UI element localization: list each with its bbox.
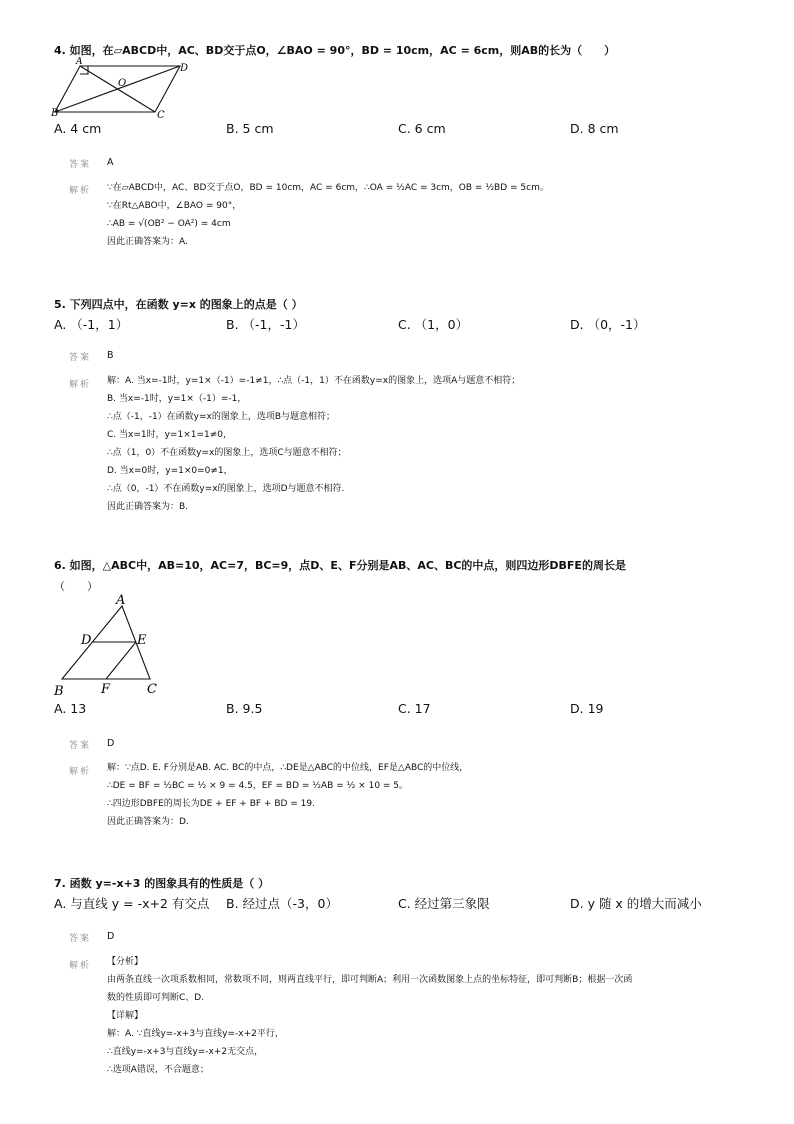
- q7-option-a[interactable]: A. 与直线 y = -x+2 有交点: [54, 896, 210, 911]
- q6-title-cont: （ ）: [54, 580, 98, 593]
- q4-parallelogram-figure: [50, 56, 200, 120]
- q4-label-d: D: [180, 63, 189, 74]
- q7-option-d[interactable]: D. y 随 x 的增大而减小: [570, 896, 702, 911]
- solution-line: 解：∵点D. E. F分别是AB. AC. BC的中点，∴DE是△ABC的中位线，EF是△ABC的中位线，: [107, 763, 469, 773]
- solution-line: ∴DE = BF = ½BC = ½ × 9 = 4.5，EF = BD = ½AB = ½ × 10 = 5。: [107, 781, 409, 791]
- q4-option-c[interactable]: C. 6 cm: [398, 121, 446, 136]
- q5-option-a[interactable]: A. （-1，1）: [54, 317, 129, 332]
- q5-answer: B: [107, 350, 114, 361]
- q4-option-b[interactable]: B. 5 cm: [226, 121, 274, 136]
- q5-option-c[interactable]: C. （1，0）: [398, 317, 469, 332]
- q6-triangle-figure: [50, 592, 170, 700]
- solution-line: ∴点（-1，-1）在函数y=x的图象上，选项B与题意相符；: [107, 412, 336, 422]
- q4-option-a[interactable]: A. 4 cm: [54, 121, 102, 136]
- q6-option-b[interactable]: B. 9.5: [226, 701, 263, 716]
- q5-analysis-label: 解析: [69, 380, 92, 390]
- solution-line: ∴点（1，0）不在函数y=x的图象上，选项C与题意不相符；: [107, 448, 347, 458]
- solution-line: ∴四边形DBFE的周长为DE + EF + BF + BD = 19.: [107, 799, 315, 809]
- solution-line: ∴点（0，-1）不在函数y=x的图象上，选项D与题意不相符.: [107, 484, 345, 494]
- q4-answer-label: 答案: [69, 160, 92, 170]
- q7-answer: D: [107, 931, 115, 942]
- q6-option-d[interactable]: D. 19: [570, 701, 604, 716]
- q6-title: 6. 如图，△ABC中，AB=10，AC=7，BC=9，点D、E、F分别是AB、AC、BC的中点，则四边形DBFE的周长是: [54, 559, 626, 572]
- solution-line: ∴选项A错误，不合题意；: [107, 1065, 209, 1075]
- q4-title: 4. 如图，在▱ABCD中，AC、BD交于点O，∠BAO = 90°，BD = 10cm，AC = 6cm，则AB的长为（ ）: [54, 44, 616, 57]
- q6-label-d: D: [81, 633, 92, 648]
- q4-solution: [107, 179, 549, 251]
- q5-option-b[interactable]: B. （-1，-1）: [226, 317, 305, 332]
- q4-label-b: B: [51, 108, 59, 119]
- solution-line: 解：A. 当x=-1时，y=1×（-1）=-1≠1，∴点（-1，1）不在函数y=x的图象上，选项A与题意不相符；: [107, 376, 521, 386]
- q6-answer: D: [107, 738, 115, 749]
- q4-label-o: O: [118, 78, 127, 89]
- solution-line: ∵在▱ABCD中，AC、BD交于点O，BD = 10cm，AC = 6cm，∴OA = ½AC = 3cm，OB = ½BD = 5cm。: [107, 183, 549, 193]
- q7-option-c[interactable]: C. 经过第三象限: [398, 896, 490, 911]
- solution-line: 【详解】: [107, 1011, 144, 1021]
- q6-label-c: C: [147, 682, 157, 697]
- q6-analysis-label: 解析: [69, 767, 92, 777]
- solution-line: D. 当x=0时，y=1×0=0≠1，: [107, 466, 233, 476]
- q5-title: 5. 下列四点中，在函数 y=x 的图象上的点是（ ）: [54, 298, 303, 311]
- q5-solution: [107, 372, 520, 516]
- solution-line: 由两条直线一次项系数相同，常数项不同，则两直线平行，即可判断A；利用一次函数图象上点的坐标特征，即可判断B；根据一次函: [107, 975, 633, 985]
- solution-line: 因此正确答案为：B.: [107, 502, 189, 512]
- q6-label-b: B: [54, 684, 64, 699]
- q7-solution: [107, 953, 747, 1079]
- solution-line: 因此正确答案为：D.: [107, 817, 189, 827]
- solution-line: B. 当x=-1时，y=1×（-1）=-1，: [107, 394, 247, 404]
- q5-answer-label: 答案: [69, 353, 92, 363]
- q4-option-d[interactable]: D. 8 cm: [570, 121, 619, 136]
- solution-line: C. 当x=1时，y=1×1=1≠0，: [107, 430, 232, 440]
- q6-answer-label: 答案: [69, 741, 92, 751]
- q4-label-c: C: [157, 110, 165, 120]
- q6-label-f: F: [101, 682, 111, 697]
- solution-line: 数的性质即可判断C、D.: [107, 993, 205, 1003]
- q7-title: 7. 函数 y=-x+3 的图象具有的性质是（ ）: [54, 877, 270, 890]
- q6-solution: [107, 759, 468, 831]
- solution-line: ∴直线y=-x+3与直线y=-x+2无交点，: [107, 1047, 264, 1057]
- q6-option-a[interactable]: A. 13: [54, 701, 87, 716]
- q5-option-d[interactable]: D. （0，-1）: [570, 317, 646, 332]
- solution-line: 因此正确答案为：A.: [107, 237, 188, 247]
- q4-label-a: A: [76, 57, 83, 67]
- q4-analysis-label: 解析: [69, 186, 92, 196]
- solution-line: ∴AB = √(OB² − OA²) = 4cm: [107, 219, 231, 229]
- q6-label-a: A: [116, 593, 126, 608]
- solution-line: ∵在Rt△ABO中，∠BAO = 90°，: [107, 201, 242, 211]
- q7-option-b[interactable]: B. 经过点（-3，0）: [226, 896, 338, 911]
- q4-answer: A: [107, 157, 114, 168]
- q7-analysis-label: 解析: [69, 961, 92, 971]
- q7-answer-label: 答案: [69, 934, 92, 944]
- solution-line: 【分析】: [107, 957, 144, 967]
- solution-line: 解：A. ∵直线y=-x+3与直线y=-x+2平行，: [107, 1029, 284, 1039]
- q6-option-c[interactable]: C. 17: [398, 701, 431, 716]
- q6-label-e: E: [137, 633, 147, 648]
